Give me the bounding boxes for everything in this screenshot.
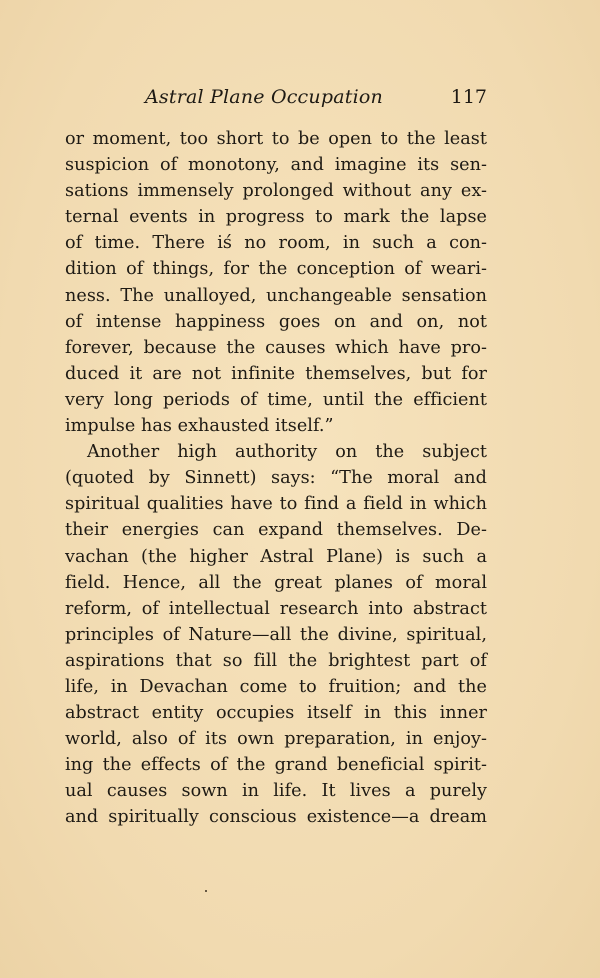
text-line: forever, because the causes which have pro- xyxy=(65,337,487,358)
text-line: very long periods of time, until the efficient xyxy=(65,389,487,410)
text-line: aspirations that so fill the brightest part of xyxy=(65,650,487,671)
page-number: 117 xyxy=(450,86,487,108)
text-line: sations immensely prolonged without any ex- xyxy=(65,181,487,202)
running-head xyxy=(145,86,487,116)
text-line: suspicion of monotony, and imagine its sen- xyxy=(65,155,487,176)
text-line: impulse has exhausted itself.” xyxy=(65,416,334,437)
text-line: field. Hence, all the great planes of moral xyxy=(65,572,487,593)
text-line: principles of Nature—all the divine, spiritual, xyxy=(65,624,487,645)
text-line: duced it are not infinite themselves, but for xyxy=(65,363,487,384)
text-line: ing the effects of the grand beneficial spirit- xyxy=(65,755,487,776)
text-line: world, also of its own preparation, in enjoy- xyxy=(65,729,487,750)
text-line: ternal events in progress to mark the lapse xyxy=(65,207,487,228)
paragraph-start-line: Another high authority on the subject xyxy=(87,442,487,463)
text-line: spiritual qualities have to find a field in which xyxy=(65,494,487,515)
text-line: vachan (the higher Astral Plane) is such a xyxy=(65,546,487,567)
running-title: Astral Plane Occupation xyxy=(145,86,383,108)
text-line: dition of things, for the conception of weari- xyxy=(65,259,487,280)
paper-speck xyxy=(205,890,207,892)
text-line: ual causes sown in life. It lives a purely xyxy=(65,781,487,802)
text-line: abstract entity occupies itself in this inner xyxy=(65,703,487,724)
text-line: or moment, too short to be open to the least xyxy=(65,129,487,149)
text-line: and spiritually conscious existence—a dream xyxy=(65,807,487,828)
text-line: (quoted by Sinnett) says: “The moral and xyxy=(65,468,487,489)
text-line: ness. The unalloyed, unchangeable sensation xyxy=(65,285,487,306)
text-line: of intense happiness goes on and on, not xyxy=(65,311,487,332)
text-line: of time. There iś no room, in such a con- xyxy=(65,233,487,254)
text-line: life, in Devachan come to fruition; and the xyxy=(65,676,487,697)
text-line: their energies can expand themselves. De- xyxy=(65,520,487,541)
text-line: reform, of intellectual research into abstract xyxy=(65,598,487,619)
body-text xyxy=(65,126,487,831)
